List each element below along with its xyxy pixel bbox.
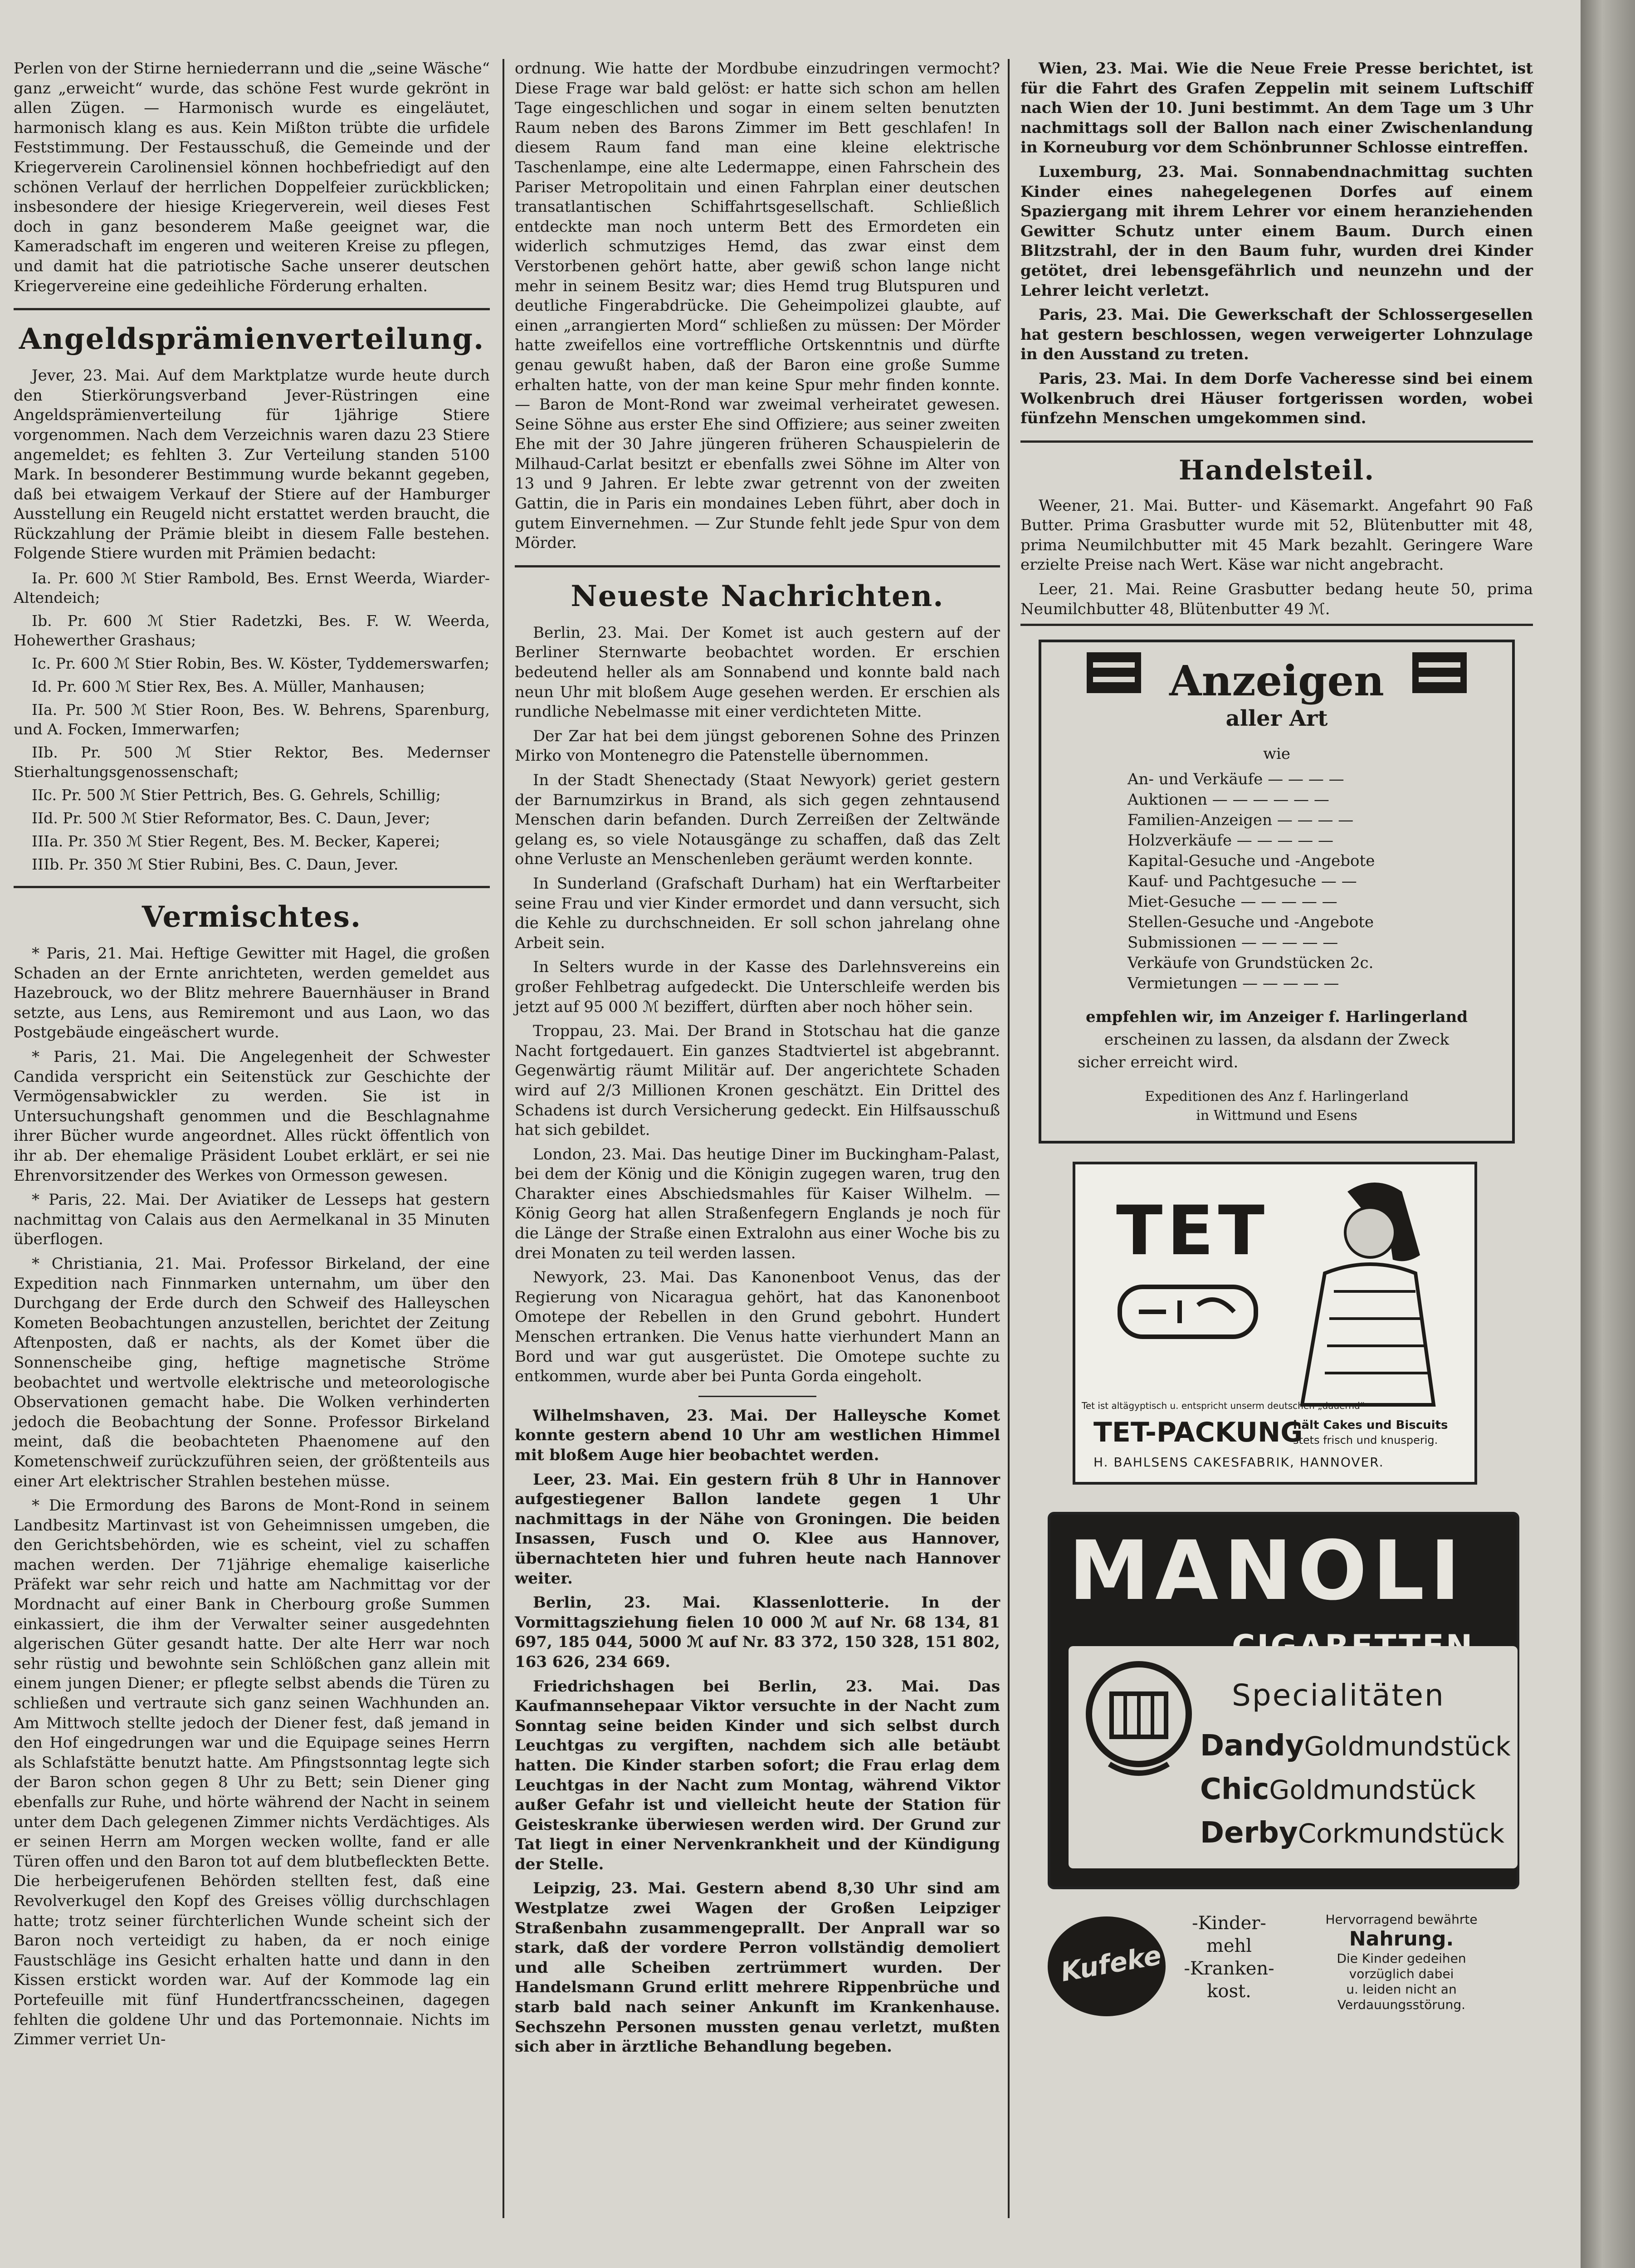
- prize-item: IIa. Pr. 500 ℳ Stier Roon, Bes. W. Behrens, Sparenburg, und A. Focken, Immerwarfen;: [14, 701, 490, 738]
- manoli-product: [1200, 1728, 1511, 1771]
- tet-claim: hält Cakes und Biscuits: [1293, 1418, 1448, 1432]
- manoli-advertisement: [1048, 1512, 1519, 1889]
- product-kind: Goldmundstück: [1269, 1774, 1476, 1806]
- product-name: Derby: [1200, 1816, 1298, 1850]
- news-item: In Selters wurde in der Kasse des Darlehnsvereins ein großer Fehlbetrag aufgedeckt. Die Unterschleife werden bis jetzt auf 95 000 ℳ beziffert, dürften aber noch höher sein.: [515, 958, 1000, 1016]
- tet-brand-name: TET-PACKUNG: [1093, 1417, 1303, 1449]
- telegram-item: Paris, 23. Mai. In dem Dorfe Vacheresse sind bei einem Wolkenbruch drei Häuser fortgerissen worden, wobei fünfzehn Menschen umgekommen sind.: [1020, 369, 1533, 428]
- ad-title: Anzeigen: [1169, 656, 1384, 706]
- ad-wie: wie: [1263, 745, 1291, 763]
- telegram-item: Leipzig, 23. Mai. Gestern abend 8,30 Uhr sind am Westplatze zwei Wagen der Großen Leipziger Straßenbahn zusammengeprallt. Der Anprall war so stark, daß der vordere Perron vollständig demoliert und alle Scheiben zertrümmert wurden. Der Handelsmann Grund erlitt mehrere Rippenbrüche und starb bald nach seiner Ankunft im Krankenhause. Sechszehn Personen mussten genau verletzt, mußten sich aber in ärztliche Behandlung begeben.: [515, 1879, 1000, 2056]
- kufeke-product-line: mehl: [1206, 1936, 1252, 1957]
- news-item: * Die Ermordung des Barons de Mont-Rond in seinem Landbesitz Martinvast ist von Geheimnissen umgeben, die den Gerichtsbehörden, wie es scheint, viel zu schaffen machen werden. Der 71jährige ehemalige kaiserliche Präfekt war sehr reich und hatte am Nachmittag vor der Mordnacht auf einer Bank in Cherbourg große Summen einkassiert, die ihm der Verwalter seiner ausgedehnten algerischen Güter gesandt hatte. Der alte Herr war noch sehr rüstig und bewohnte sein Schlößchen ganz allein mit einem jungen Diener; er pflegte selbst abends die Türen zu schließen und vertraute sich ganz seinen Wachhunden an. Am Mittwoch stellte jedoch der Diener fest, daß jemand in den Hof eingedrungen war und die Equipage seines Herrn als Schlafstätte benutzt hatte. Am Pfingstsonntag legte sich der Baron schon gegen 8 Uhr zu Bett; sein Diener ging ebenfalls zur Ruhe, und hörte während der Nacht in seinem unter dem Dach gelegenen Zimmer nichts Verdächtiges. Als er seinen Herrn am Morgen wecken wollte, fand er alle Türen offen und den Baron tot auf dem blutbefleckten Bette. Die herbeigerufenen Behörden stellten fest, daß eine Revolverkugel den Kopf des Greises völlig durchschlagen hatte; trotz seiner fürchterlichen Wunde scheint sich der Baron noch verteidigt zu haben, da er noch einige Faustschläge ins Gesicht erhalten hatte und dann in den Kissen erstickt worden war. Auf der Kommode lag ein Portefeuille mit fünf Hundertfrancsscheinen, dagegen fehlten die goldene Uhr und das Portemonnaie. Nichts im Zimmer verriet Un-: [14, 1496, 490, 2049]
- prize-item: Ic. Pr. 600 ℳ Stier Robin, Bes. W. Köster, Tyddemerswarfen;: [32, 655, 490, 673]
- section-heading: Vermischtes.: [142, 900, 362, 934]
- tet-small-note: Tet ist altägyptisch u. entspricht unserm deutschen „dauernd“: [1082, 1400, 1365, 1412]
- column-3: [1020, 59, 1533, 2057]
- kufeke-claim: u. leiden nicht an: [1346, 1982, 1457, 1997]
- ad-footer-line: empfehlen wir, im Anzeiger f. Harlingerland: [1085, 1008, 1468, 1026]
- news-item: London, 23. Mai. Das heutige Diner im Buckingham-Palast, bei dem der König und die Königin zugegen waren, trug den Charakter eines Abschiedsmahles für Kaiser Wilhelm. — König Georg hat allen Straßenfegern Englands je noch für die Länge der Straße einen Extralohn aus einer Woche bis zu drei Monaten zu teil werden lassen.: [515, 1145, 1000, 1262]
- ad-footer-line: erscheinen zu lassen, da alsdann der Zweck: [1104, 1031, 1450, 1049]
- cartouche-icon: [1116, 1278, 1261, 1346]
- divider: [1020, 624, 1533, 626]
- news-item: Newyork, 23. Mai. Das Kanonenboot Venus, das der Regierung von Nicaragua gehört, hat das Kanonenboot Omotepe der Rebellen in den Grund gebohrt. Hundert Menschen ertranken. Die Venus hatte vierhundert Mann an Bord und war gut ausgerüstet. Die Omotepe suchte zu entkommen, wurde aber bei Punta Gorda eingeholt.: [515, 1268, 1000, 1386]
- flag-ornament-icon: [1412, 652, 1467, 693]
- prize-item: Id. Pr. 600 ℳ Stier Rex, Bes. A. Müller, Manhausen;: [32, 678, 425, 696]
- manoli-specialities: Specialitäten: [1232, 1678, 1445, 1713]
- column-1: [14, 59, 490, 2054]
- kufeke-advertisement: [1048, 1907, 1533, 2057]
- kufeke-claim: vorzüglich dabei: [1349, 1966, 1454, 1982]
- tet-maker: H. BAHLSENS CAKESFABRIK, HANNOVER.: [1093, 1455, 1384, 1470]
- ad-category: Kauf- und Pachtgesuche — —: [1127, 872, 1357, 891]
- kufeke-product-line: -Kranken-: [1184, 1958, 1274, 1980]
- section-heading: Angeldsprämienverteilung.: [19, 322, 485, 357]
- section-heading: Neueste Nachrichten.: [571, 579, 944, 613]
- tet-logo: TET: [1116, 1192, 1269, 1271]
- news-item: Berlin, 23. Mai. Der Komet ist auch gestern auf der Berliner Sternwarte beobachtet worden. Er erschien bedeutend heller als am Sonnabend und konnte bald nach neun Uhr mit bloßem Auge gesehen werden. Er erschien als rundliche Nebelmasse mit einer verdichteten Mitte.: [515, 623, 1000, 721]
- manoli-product: [1200, 1815, 1511, 1858]
- article-continuation: ordnung. Wie hatte der Mordbube einzudringen vermocht? Diese Frage war bald gelöst: er hatte sich schon am hellen Tage eingeschlichen und sogar in einem selten benutzten Raum neben des Barons Zimmer im Bett geschlafen! In diesem Raum fand man eine kleine elektrische Taschenlampe, eine alte Ledermappe, einen Fahrschein des Pariser Metropolitain und einen Fahrplan einer deutschen transatlantischen Schiffahrtsgesellschaft. Schließlich entdeckte man noch unterm Bett des Ermordeten ein widerlich schmutziges Hemd, das zwar einst dem Verstorbenen gehört hatte, aber gewiß schon lange nicht mehr in seinem Besitz war; dies Hemd trug Blutspuren und deutliche Fingerabdrücke. Die Geheimpolizei glaubte, auf einen „arrangierten Mord“ schließen zu müssen: Der Mörder hatte zweifellos eine vortreffliche Ortskenntnis und dürfte genau gewußt haben, daß der Baron eine große Summe erhalten hatte, von der man keine Spur mehr finden konnte. — Baron de Mont-Rond war zweimal verheiratet gewesen. Seine Söhne aus erster Ehe sind Offiziere; aus seiner zweiten Ehe mit der 30 Jahre jüngeren früheren Schauspielerin de Milhaud-Carlat besitzt er ebenfalls zwei Söhne im Alter von 13 und 9 Jahren. Er lebte zwar getrennt von der zweiten Gattin, die in Paris ein mondaines Leben führt, aber doch in gutem Einvernehmen. — Zur Stunde fehlt jede Spur von dem Mörder.: [515, 59, 1000, 552]
- ad-category: Holzverkäufe — — — — —: [1127, 831, 1334, 850]
- divider: [14, 308, 490, 310]
- divider: [515, 565, 1000, 567]
- telegram-item: Friedrichshagen bei Berlin, 23. Mai. Das Kaufmannsehepaar Viktor versuchte in der Nacht zum Sonntag seine beiden Kinder und sich selbst durch Leuchtgas zu vergiften, nachdem sich alle betäubt hatten. Die Kinder starben sofort; die Frau erlag dem Leuchtgas in der Nacht zum Montag, während Viktor außer Gefahr ist und vielleicht heute der Station für Geisteskranke überwiesen werden wird. Der Grund zur Tat liegt in einer Nervenkrankheit und der Kündigung der Stelle.: [515, 1677, 1000, 1873]
- manoli-product-list: [1200, 1728, 1511, 1858]
- telegram-item: Wien, 23. Mai. Wie die Neue Freie Presse berichtet, ist für die Fahrt des Grafen Zeppelin mit seinem Luftschiff nach Wien der 10. Juni bestimmt. An dem Tage um 3 Uhr nachmittags soll der Ballon nach einer Zwischenlandung in Korneuburg vor dem Schönbrunner Schlosse eintreffen.: [1020, 59, 1533, 157]
- kufeke-claim: Hervorragend bewährte: [1325, 1912, 1478, 1927]
- crest-emblem-icon: [1082, 1651, 1196, 1787]
- kufeke-products: [1175, 1912, 1284, 2003]
- kufeke-claim: Nahrung.: [1349, 1927, 1454, 1951]
- product-kind: Corkmundstück: [1298, 1818, 1505, 1849]
- tet-claim: stets frisch und knusperig.: [1293, 1434, 1438, 1447]
- kufeke-logo: Kufeke: [1058, 1940, 1164, 1988]
- ad-category: Kapital-Gesuche und -Angebote: [1127, 852, 1375, 870]
- kufeke-claim: Verdauungsstörung.: [1337, 1997, 1466, 2013]
- divider: [14, 886, 490, 888]
- ad-category: Submissionen — — — — —: [1127, 934, 1338, 952]
- market-report: Leer, 21. Mai. Reine Grasbutter bedang heute 50, prima Neumilchbutter 48, Blütenbutter 49 ℳ.: [1020, 580, 1533, 618]
- telegram-item: Wilhelmshaven, 23. Mai. Der Halleysche Komet konnte gestern abend 10 Uhr am westlichen Himmel mit bloßem Auge hier beobachtet werden.: [515, 1406, 1000, 1464]
- section-heading: Handelsteil.: [1178, 454, 1375, 486]
- ad-category-list: [1127, 769, 1494, 994]
- ad-subtitle: aller Art: [1225, 706, 1328, 732]
- column-2: [515, 59, 1000, 2062]
- prize-item: IIc. Pr. 500 ℳ Stier Pettrich, Bes. G. Gehrels, Schillig;: [32, 786, 441, 804]
- ad-footer-line: sicher erreicht wird.: [1078, 1053, 1239, 1072]
- prize-item: Ia. Pr. 600 ℳ Stier Rambold, Bes. Ernst Weerda, Wiarder-Altendeich;: [14, 569, 490, 607]
- ad-expedition: [1059, 1087, 1494, 1125]
- ad-category: Vermietungen — — — — —: [1127, 974, 1339, 993]
- telegram-item: Berlin, 23. Mai. Klassenlotterie. In der Vormittagsziehung fielen 10 000 ℳ auf Nr. 68 134, 81 697, 185 044, 5000 ℳ auf Nr. 83 372, 150 328, 151 802, 163 626, 234 669.: [515, 1593, 1000, 1671]
- news-item: * Christiania, 21. Mai. Professor Birkeland, der eine Expedition nach Finnmarken unternahm, um über den Durchgang der Erde durch den Schweif des Halleyschen Kometen Beobachtungen anzustellen, berichtet der Zeitung Aftenposten, daß er nachts, als der Komet über die Sonnenscheibe ging, heftige magnetische Ströme beobachtet und wertvolle elektrische und meteorologische Observationen gemacht habe. Die Wolken verhinderten jedoch die Beobachtung der Sonne. Professor Birkeland meint, daß die beobachteten Phaenomene auf den Kometenschweif zurückzuführen seien, der größtenteils aus einer Art elektrischer Strahlen bestehen müsse.: [14, 1254, 490, 1491]
- column-rule: [1008, 59, 1010, 2218]
- product-kind: Goldmundstück: [1304, 1731, 1511, 1762]
- ad-category: Verkäufe von Grundstücken 2c.: [1127, 954, 1374, 973]
- market-report: Weener, 21. Mai. Butter- und Käsemarkt. Angefahrt 90 Faß Butter. Prima Grasbutter wurde mit 52, Blütenbutter mit 48, prima Neumilchbutter mit 45 Mark bezahlt. Geringere Ware erzielte Preise nach Wert. Käse war nicht angebracht.: [1020, 496, 1533, 574]
- prize-item: IId. Pr. 500 ℳ Stier Reformator, Bes. C. Daun, Jever;: [32, 809, 430, 827]
- article-body: Jever, 23. Mai. Auf dem Marktplatze wurde heute durch den Stierkörungsverband Jever-Rüstringen eine Angeldsprämienverteilung für 1jährige Stiere vorgenommen. Nach dem Verzeichnis waren dazu 23 Stiere angemeldet; es fehlten 3. Zur Verteilung standen 5100 Mark. In besonderer Bestimmung wurde bekannt gegeben, daß bei etwaigem Verkauf der Stiere auf der Hamburger Ausstellung ein Reugeld nicht erstattet werden braucht, die Rückzahlung der Prämie bleibt in diesem Falle bestehen. Folgende Stiere wurden mit Prämien bedacht:: [14, 367, 490, 563]
- manoli-product: [1200, 1771, 1511, 1815]
- kufeke-claim: Die Kinder gedeihen: [1337, 1951, 1466, 1966]
- short-rule: [698, 1396, 816, 1397]
- prize-item: IIIa. Pr. 350 ℳ Stier Regent, Bes. M. Becker, Kaperei;: [32, 832, 440, 850]
- ad-category: Miet-Gesuche — — — — —: [1127, 893, 1337, 911]
- news-item: In Sunderland (Grafschaft Durham) hat ein Werftarbeiter seine Frau und vier Kinder ermordet und dann versucht, sich die Kehle zu durchschneiden. Er soll schon jahrelang ohne Arbeit sein.: [515, 874, 1000, 952]
- anzeigen-advertisement: [1039, 640, 1515, 1144]
- ad-category: Stellen-Gesuche und -Angebote: [1127, 913, 1374, 932]
- prize-item: IIb. Pr. 500 ℳ Stier Rektor, Bes. Medernser Stierhaltungsgenossenschaft;: [14, 743, 490, 781]
- tet-advertisement: [1073, 1162, 1477, 1485]
- prize-item: Ib. Pr. 600 ℳ Stier Radetzki, Bes. F. W. Weerda, Hohewerther Grashaus;: [14, 612, 490, 650]
- flag-ornament-icon: [1087, 652, 1141, 693]
- ad-expedition-line: in Wittmund und Esens: [1196, 1108, 1357, 1124]
- news-item: In der Stadt Shenectady (Staat Newyork) geriet gestern der Barnumzirkus in Brand, als sich gegen zehntausend Menschen darin befanden. Durch Zerreißen der Zeltwände gelang es, so viele Notausgänge zu schaffen, daß das Zelt ohne Verluste an Menschenleben geräumt werden konnte.: [515, 771, 1000, 869]
- telegram-item: Paris, 23. Mai. Die Gewerkschaft der Schlossergesellen hat gestern beschlossen, wegen verweigerter Lohnzulage in den Ausstand zu treten.: [1020, 306, 1533, 364]
- news-item: Troppau, 23. Mai. Der Brand in Stotschau hat die ganze Nacht fortgedauert. Ein ganzes Stadtviertel ist abgebrannt. Gegenwärtig räumt Militär auf. Der angerichtete Schaden wird auf 2/3 Millionen Kronen geschätzt. Ein Drittel des Schadens ist durch Versicherung gedeckt. Ein Hilfsausschuß hat sich gebildet.: [515, 1022, 1000, 1139]
- article-continuation: Perlen von der Stirne herniederrann und die „seine Wäsche“ ganz „erweicht“ wurde, das schöne Fest wurde gekrönt in allen Zügen. — Harmonisch wurde es eingeläutet, harmonisch klang es aus. Kein Mißton trübte die urfidele Feststimmung. Der Festausschuß, die Gemeinde und der Kriegerverein Carolinensiel können hochbefriedigt auf den schönen Verlauf der herrlichen Doppelfeier zurückblicken; insbesondere der hiesige Kriegerverein, weil dieses Fest doch in ganz besonderem Maße geeignet war, die Kameradschaft im engeren und weiteren Kreise zu pflegen, und damit hat die patriotische Sache unserer deutschen Kriegervereine eine gedeihliche Förderung erhalten.: [14, 59, 490, 295]
- news-item: * Paris, 21. Mai. Die Angelegenheit der Schwester Candida verspricht ein Seitenstück zur Geschichte der Vermögensabwickler zu werden. Sie ist in Untersuchungshaft genommen und die Beschlagnahme ihrer Bücher wurde angeordnet. Alles rückt öffentlich von ihr ab. Der ehemalige Präsident Loubet erklärt, er sei nie Ehrenvorsitzender des Werkes von Ormesson gewesen.: [14, 1048, 490, 1185]
- product-name: Chic: [1200, 1773, 1269, 1807]
- news-item: * Paris, 22. Mai. Der Aviatiker de Lesseps hat gestern nachmittag von Calais aus den Aermelkanal in 35 Minuten überflogen.: [14, 1191, 490, 1249]
- prize-item: IIIb. Pr. 350 ℳ Stier Rubini, Bes. C. Daun, Jever.: [32, 855, 399, 874]
- kufeke-claims: [1302, 1912, 1501, 2013]
- manoli-brand: MANOLI: [1069, 1524, 1466, 1619]
- pharaoh-figure-icon: [1284, 1173, 1456, 1409]
- telegram-item: Leer, 23. Mai. Ein gestern früh 8 Uhr in Hannover aufgestiegener Ballon landete gegen 1 Uhr nachmittags in der Nähe von Groningen. Die beiden Insassen, Fusch und O. Klee aus Hannover, übernachteten hier und fuhren heute nach Hannover weiter.: [515, 1470, 1000, 1588]
- ad-category: Auktionen — — — — — —: [1127, 791, 1329, 809]
- product-name: Dandy: [1200, 1729, 1304, 1763]
- news-item: * Paris, 21. Mai. Heftige Gewitter mit Hagel, die großen Schaden an der Ernte anrichteten, werden gemeldet aus Hazebrouck, wo der Blitz mehrere Bauernhäuser in Brand setzte, aus Lens, aus Remiremont und aus Laon, wo das Postgebäude eingeäschert wurde.: [14, 944, 490, 1042]
- prize-list: [14, 568, 490, 874]
- ad-expedition-line: Expeditionen des Anz f. Harlingerland: [1145, 1089, 1409, 1105]
- ad-category: An- und Verkäufe — — — —: [1127, 770, 1344, 789]
- divider: [1020, 440, 1533, 443]
- telegram-item: Luxemburg, 23. Mai. Sonnabendnachmittag suchten Kinder eines nahegelegenen Dorfes auf einem Spaziergang mit ihrem Lehrer vor einem heranziehenden Gewitter Schutz unter einem Baum. Durch einen Blitzstrahl, der in den Baum fuhr, wurden drei Kinder getötet, drei lebensgefährlich und neunzehn und der Lehrer leicht verletzt.: [1020, 162, 1533, 300]
- page-edge: [1581, 0, 1635, 2268]
- ad-category: Familien-Anzeigen — — — —: [1127, 811, 1354, 830]
- column-rule: [503, 59, 504, 2218]
- kufeke-product-line: -Kinder-: [1192, 1913, 1266, 1934]
- ad-footer: [1059, 1006, 1494, 1074]
- news-item: Der Zar hat bei dem jüngst geborenen Sohne des Prinzen Mirko von Montenegro die Patenstelle übernommen.: [515, 727, 1000, 765]
- kufeke-product-line: kost.: [1207, 1981, 1251, 2002]
